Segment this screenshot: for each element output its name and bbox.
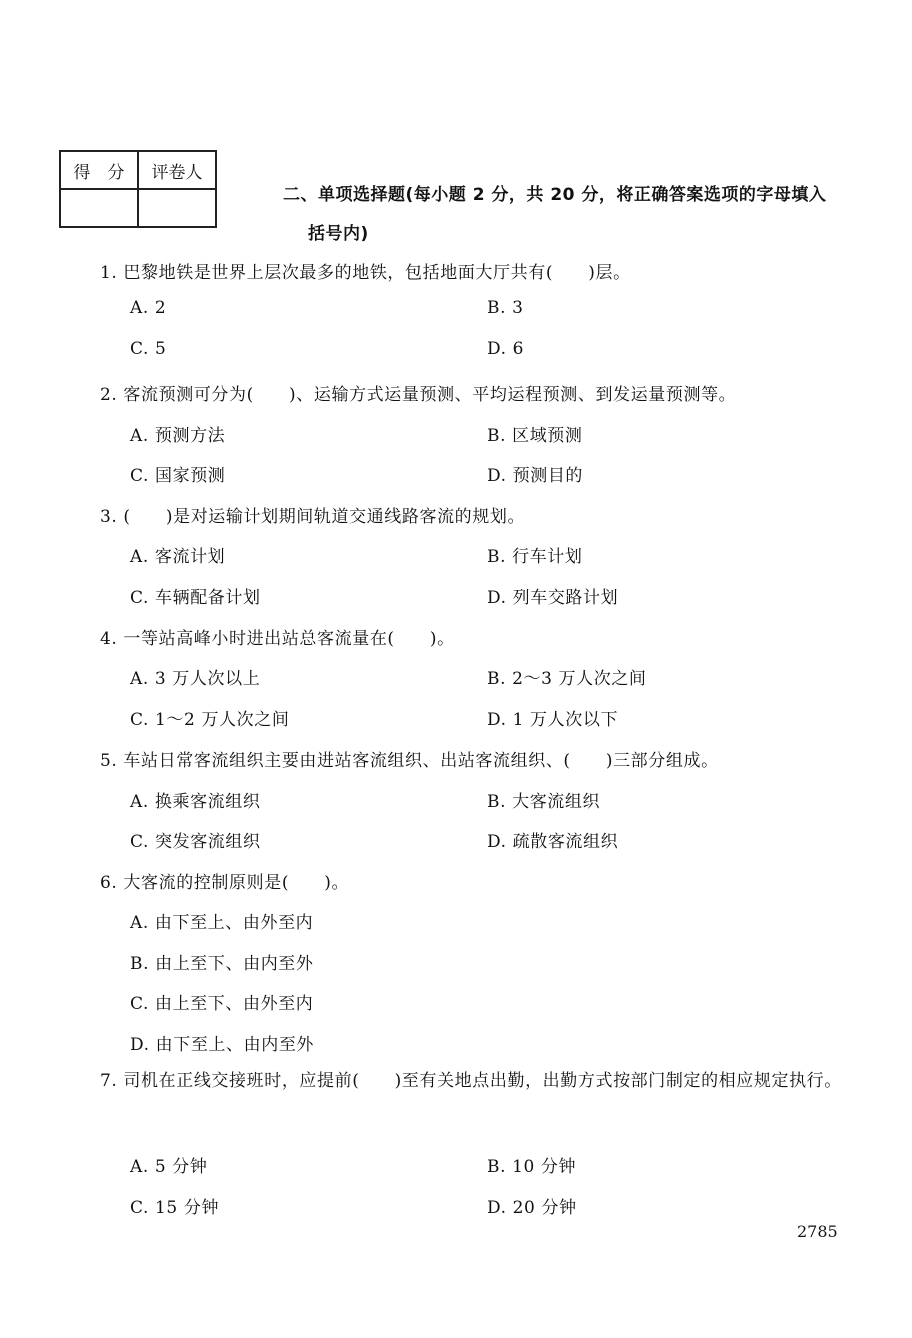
q6-option-d: D. 由下至上、由内至外 bbox=[130, 1035, 315, 1055]
q2-option-b: B. 区域预测 bbox=[487, 426, 583, 446]
q3-option-d: D. 列车交路计划 bbox=[487, 588, 619, 608]
q2-option-c: C. 国家预测 bbox=[130, 466, 226, 486]
question-1-stem: 1. 巴黎地铁是世界上层次最多的地铁，包括地面大厅共有( )层。 bbox=[100, 263, 631, 283]
q5-option-d: D. 疏散客流组织 bbox=[487, 832, 619, 852]
question-4-stem: 4. 一等站高峰小时进出站总客流量在( )。 bbox=[100, 629, 455, 649]
q6-option-b: B. 由上至下、由内至外 bbox=[130, 954, 314, 974]
q1-option-a: A. 2 bbox=[130, 298, 167, 318]
page-number: 2785 bbox=[797, 1222, 838, 1241]
score-table bbox=[59, 150, 217, 228]
q4-option-b: B. 2～3 万人次之间 bbox=[487, 669, 647, 689]
q7-option-b: B. 10 分钟 bbox=[487, 1157, 577, 1177]
question-5-stem: 5. 车站日常客流组织主要由进站客流组织、出站客流组织、( )三部分组成。 bbox=[100, 751, 719, 771]
grader-label: 评卷人 bbox=[138, 151, 216, 189]
question-2-stem: 2. 客流预测可分为( )、运输方式运量预测、平均运程预测、到发运量预测等。 bbox=[100, 385, 737, 405]
q1-option-d: D. 6 bbox=[487, 339, 525, 359]
q3-option-b: B. 行车计划 bbox=[487, 547, 583, 567]
q7-option-a: A. 5 分钟 bbox=[130, 1157, 208, 1177]
score-label: 得 分 bbox=[60, 151, 138, 189]
question-7-stem: 7. 司机在正线交接班时，应提前( )至有关地点出勤，出勤方式按部门制定的相应规定执行。 bbox=[100, 1071, 842, 1091]
question-3-stem: 3. ( )是对运输计划期间轨道交通线路客流的规划。 bbox=[100, 507, 526, 527]
q2-option-a: A. 预测方法 bbox=[130, 426, 226, 446]
section-title-line2: 括号内) bbox=[308, 224, 369, 244]
q3-option-c: C. 车辆配备计划 bbox=[130, 588, 261, 608]
grader-cell bbox=[138, 189, 216, 227]
q4-option-d: D. 1 万人次以下 bbox=[487, 710, 619, 730]
question-6-stem: 6. 大客流的控制原则是( )。 bbox=[100, 873, 350, 893]
q7-option-c: C. 15 分钟 bbox=[130, 1198, 220, 1218]
q3-option-a: A. 客流计划 bbox=[130, 547, 226, 567]
section-title bbox=[283, 176, 883, 254]
q1-option-c: C. 5 bbox=[130, 339, 167, 359]
q6-option-a: A. 由下至上、由外至内 bbox=[130, 913, 314, 933]
q5-option-c: C. 突发客流组织 bbox=[130, 832, 261, 852]
section-title-line1: 二、单项选择题(每小题 2 分，共 20 分，将正确答案选项的字母填入 bbox=[283, 185, 827, 205]
q4-option-c: C. 1～2 万人次之间 bbox=[130, 710, 290, 730]
q7-option-d: D. 20 分钟 bbox=[487, 1198, 577, 1218]
q5-option-a: A. 换乘客流组织 bbox=[130, 792, 261, 812]
q1-option-b: B. 3 bbox=[487, 298, 524, 318]
q5-option-b: B. 大客流组织 bbox=[487, 792, 601, 812]
q2-option-d: D. 预测目的 bbox=[487, 466, 584, 486]
q6-option-c: C. 由上至下、由外至内 bbox=[130, 994, 314, 1014]
q4-option-a: A. 3 万人次以上 bbox=[130, 669, 261, 689]
score-cell bbox=[60, 189, 138, 227]
